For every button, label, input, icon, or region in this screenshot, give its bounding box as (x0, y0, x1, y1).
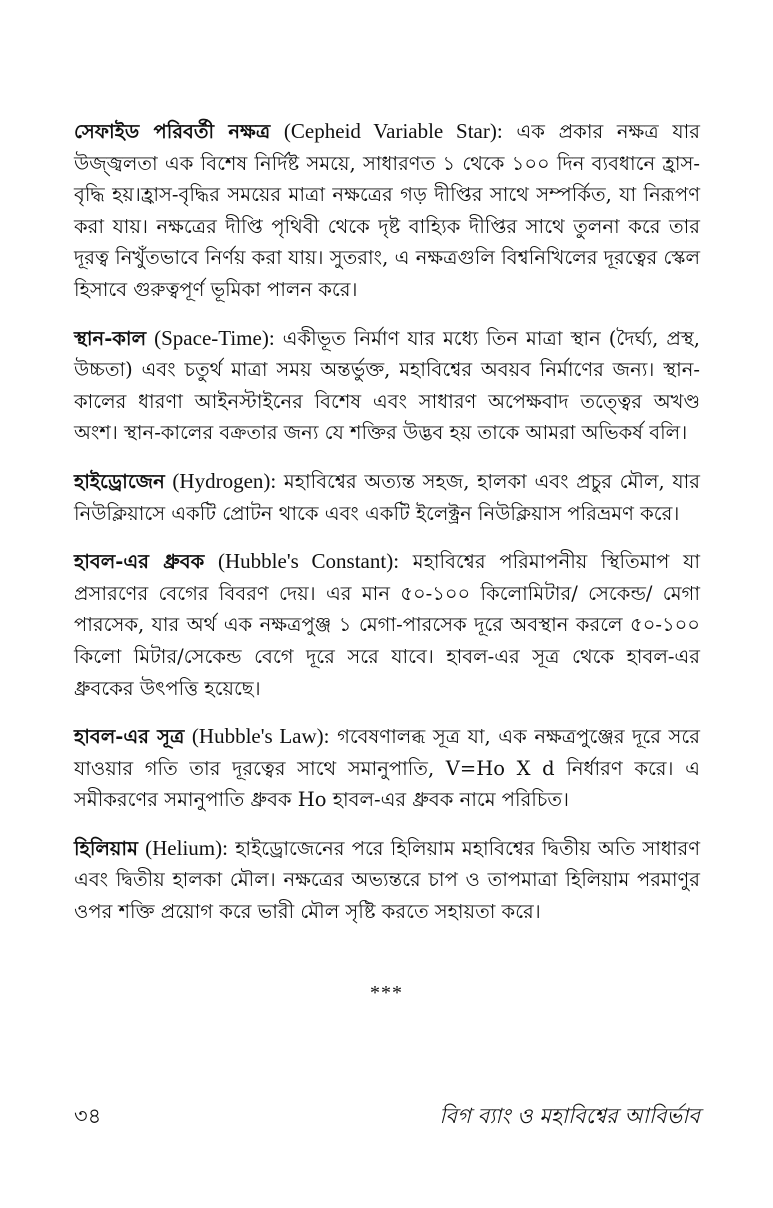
entry-term: হাইড্রোজেন (74, 469, 165, 493)
page-footer (74, 1100, 700, 1132)
entry-term: হাবল-এর সূত্র (74, 725, 185, 749)
entry-english-term: (Helium): (145, 835, 228, 860)
entry-english-term: (Hydrogen): (172, 468, 277, 493)
entry-english-term: (Hubble's Law): (191, 724, 330, 749)
entry-english-term: (Space-Time): (154, 325, 275, 350)
entry-term: হিলিয়াম (74, 836, 138, 860)
running-title: বিগ ব্যাং ও মহাবিশ্বের আবির্ভাব (439, 1104, 700, 1128)
entry-term: স্থান-কাল (74, 326, 147, 350)
entry-english-term: (Hubble's Constant): (218, 549, 400, 574)
entry-definition: মহাবিশ্বের অত্যন্ত সহজ, হালকা এবং প্রচুর মৌল, যার নিউক্লিয়াসে একটি প্রোটন থাকে এবং একটি ইলেক্ট্রন নিউক্লিয়াস পরিভ্রমণ করে। (74, 469, 700, 525)
glossary-entry-space-time (74, 323, 700, 449)
entry-term: সেফাইড পরিবর্তী নক্ষত্র (74, 120, 271, 143)
glossary-entry-helium (74, 833, 700, 928)
entry-definition: হাইড্রোজেনের পরে হিলিয়াম মহাবিশ্বের দ্বিতীয় অতি সাধারণ এবং দ্বিতীয় হালকা মৌল। নক্ষত্রের অভ্যন্তরে চাপ ও তাপমাত্রা হিলিয়াম পরমাণুর ওপর শক্তি প্রয়োগ করে ভারী মৌল সৃষ্টি করতে সহায়তা করে। (74, 836, 701, 924)
section-separator: *** (370, 982, 403, 1004)
glossary-entry-cepheid-variable-star (74, 116, 700, 306)
entry-definition: মহাবিশ্বের পরিমাপনীয় স্থিতিমাপ যা প্রসারণের বেগের বিবরণ দেয়। এর মান ৫০-১০০ কিলোমিটার/ সেকেন্ড/ মেগা পারসেক, যার অর্থ এক নক্ষত্রপুঞ্জ ১ মেগা-পারসেক দূরে অবস্থান করলে ৫০-১০০ কিলো মিটার/সেকেন্ড বেগে দূরে সরে যাবে। হাবল-এর সূত্র থেকে হাবল-এর ধ্রুবকের উৎপত্তি হয়েছে। (74, 550, 701, 700)
glossary-page (74, 116, 700, 945)
entry-definition: এক প্রকার নক্ষত্র যার উজ্জ্বলতা এক বিশেষ নির্দিষ্ট সময়ে, সাধারণত ১ থেকে ১০০ দিন ব্যবধানে হ্রাস-বৃদ্ধি হয়।হ্রাস-বৃদ্ধির সময়ের মাত্রা নক্ষত্রের গড় দীপ্তির সাথে সম্পর্কিত, যা নিরূপণ করা যায়। নক্ষত্রের দীপ্তি পৃথিবী থেকে দৃষ্ট বাহ্যিক দীপ্তির সাথে তুলনা করে তার দূরত্ব নিখুঁতভাবে নির্ণয় করা যায়। সুতরাং, এ নক্ষত্রগুলি বিশ্বনিখিলের দূরত্বের স্কেল হিসাবে গুরুত্বপূর্ণ ভূমিকা পালন করে। (74, 120, 701, 301)
glossary-entry-hubbles-constant (74, 546, 700, 704)
entry-definition: গবেষণালব্ধ সূত্র যা, এক নক্ষত্রপুঞ্জের দূরে সরে যাওয়ার গতি তার দূরত্বের সাথে সমানুপাতি, V=Ho X d নির্ধারণ করে। এ সমীকরণের সমানুপাতি ধ্রুবক Ho হাবল-এর ধ্রুবক নামে পরিচিত। (74, 725, 700, 812)
page-number: ৩৪ (74, 1104, 102, 1128)
glossary-entry-hydrogen (74, 466, 700, 529)
glossary-entry-hubbles-law (74, 721, 700, 816)
entry-definition: একীভূত নির্মাণ যার মধ্যে তিন মাত্রা স্থান (দৈর্ঘ্য, প্রস্থ, উচ্চতা) এবং চতুর্থ মাত্রা সময় অন্তর্ভুক্ত, মহাবিশ্বের অবয়ব নির্মাণের জন্য। স্থান-কালের ধারণা আইনস্টাইনের বিশেষ এবং সাধারণ অপেক্ষবাদ তত্ত্বের অখণ্ড অংশ। স্থান-কালের বক্রতার জন্য যে শক্তির উদ্ভব হয় তাকে আমরা অভিকর্ষ বলি। (74, 326, 700, 445)
entry-term: হাবল-এর ধ্রুবক (74, 550, 205, 574)
entry-english-term: (Cepheid Variable Star): (283, 119, 503, 143)
